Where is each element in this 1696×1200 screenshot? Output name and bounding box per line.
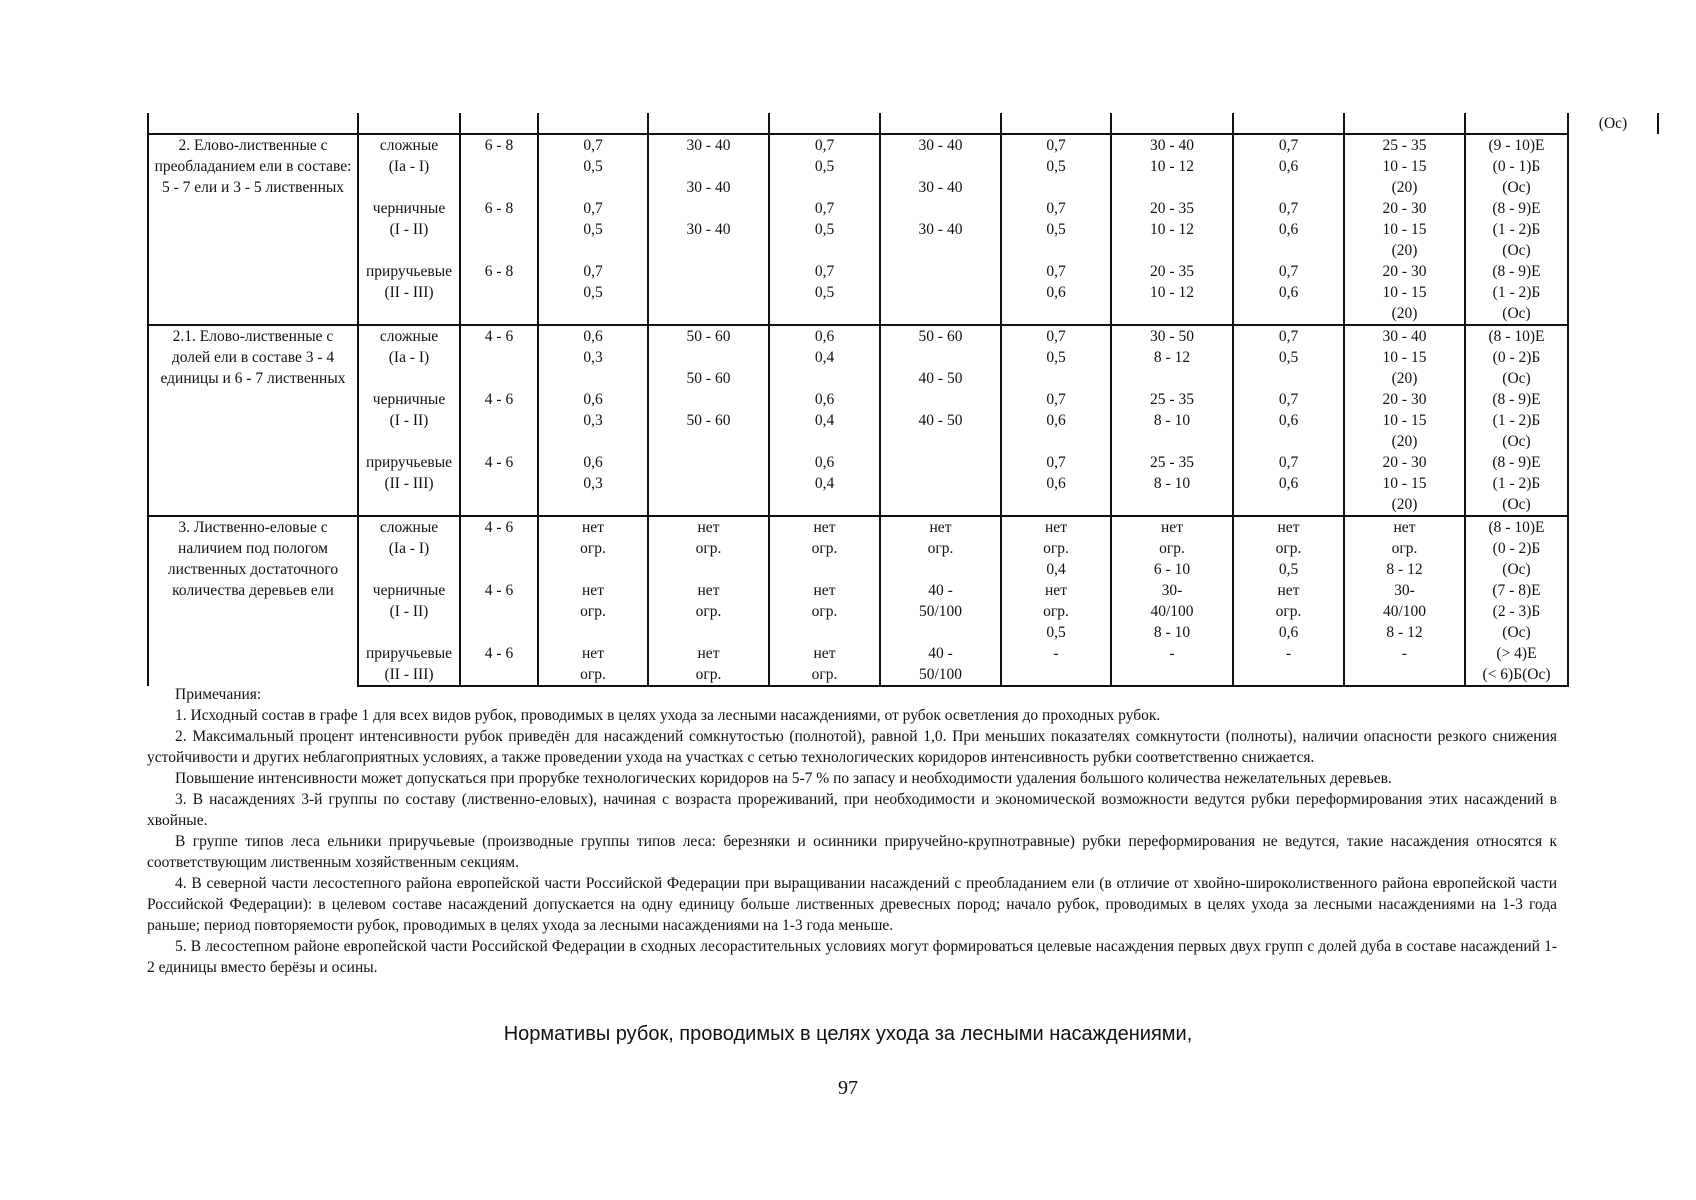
- cell-text: 6 - 8: [484, 200, 514, 217]
- table-row: [148, 643, 1658, 686]
- cell-text: -: [1169, 645, 1175, 662]
- table-row: [148, 389, 1658, 452]
- cell-text: 30- 40/100 8 - 10: [1150, 582, 1194, 641]
- table-cell: [769, 134, 880, 198]
- cell-text: нет огр. 0,4: [1043, 519, 1069, 578]
- table-cell: [358, 113, 460, 134]
- cell-text: (> 4)Е (< 6)Б(Ос): [1482, 645, 1551, 683]
- table-cell: [1344, 325, 1465, 389]
- table-cell: [1111, 134, 1233, 198]
- table-cell: [358, 198, 460, 261]
- table-cell: [1233, 452, 1344, 516]
- table-cell: [148, 113, 358, 134]
- cell-text: 40 - 50/100: [918, 582, 963, 620]
- table-row: [148, 325, 1658, 389]
- cell-text: (8 - 9)Е (1 - 2)Б (Ос): [1492, 454, 1541, 513]
- table-cell: [880, 261, 1001, 325]
- note-item: 2. Максимальный процент интенсивности рубок приведён для насаждений сомкнутостью (полнотой), равной 1,0. При меньших показателях сомкнутости (полноты), наличии опасности резкого снижения устойчивости и других неблагоприятных условиях, а также проведении ухода на участках с сетью технологических коридоров интенсивность рубки соответственно снижается.: [147, 728, 1557, 766]
- table-row: [148, 198, 1658, 261]
- table-cell: [1465, 261, 1568, 325]
- cell-text: нет огр.: [811, 645, 838, 683]
- cell-text: 4 - 6: [484, 391, 514, 408]
- cell-text: 0,7 0,6: [1278, 137, 1299, 175]
- note-item: В группе типов леса ельники приручьевые (производные группы типов леса: березняки и осинники приручейно-крупнотравные) рубки переформирования не ведутся, такие насаждения относятся к соответствующим лиственным хозяйственным секциям.: [147, 833, 1557, 871]
- table-row: [148, 580, 1658, 643]
- cell-text: 0,7 0,5: [1046, 200, 1066, 238]
- cell-text: 25 - 35 8 - 10: [1150, 391, 1194, 429]
- table-cell: [460, 516, 538, 580]
- table-cell: [1111, 325, 1233, 389]
- table-cell: [1465, 134, 1568, 198]
- notes-title: Примечания:: [175, 686, 262, 703]
- cell-text: 0,7 0,5: [1278, 328, 1299, 366]
- cell-text: 0,7 0,6: [1046, 454, 1066, 492]
- table-cell: [1001, 452, 1111, 516]
- cell-text: 30 - 40 10 - 12: [1150, 137, 1194, 175]
- cell-text: (8 - 9)Е (1 - 2)Б (Ос): [1492, 263, 1541, 322]
- note-item: 4. В северной части лесостепного района европейской части Российской Федерации при выращивании насаждений с преобладанием ели (в отличие от хвойно-широколиственного района европейской части Российской Федерации): в целевом составе насаждений допускается на одну единицу больше лиственных древесных пород; начало рубок, проводимых в целях ухода за лесными насаждениями на 1-3 года раньше; период повторяемости рубок, проводимых в целях ухода за лесными насаждениями на 1-3 года меньше.: [147, 875, 1557, 934]
- cell-text: сложные (Ia - I): [379, 328, 439, 366]
- table-cell: [1465, 113, 1568, 134]
- table-body: [148, 113, 1658, 686]
- table-cell: [1344, 452, 1465, 516]
- note-item: 3. В насаждениях 3-й группы по составу (лиственно-еловых), начиная с возраста прореживаний, при необходимости и экономической возможности ведутся рубки переформирования этих насаждений в хвойные.: [147, 791, 1557, 829]
- table-cell: [880, 516, 1001, 580]
- table-cell: [1344, 580, 1465, 643]
- cell-text: сложные (Ia - I): [379, 137, 439, 175]
- table-cell: [1233, 389, 1344, 452]
- cell-text: нет огр.: [695, 645, 722, 683]
- table-cell: [538, 580, 648, 643]
- table-cell: [1111, 389, 1233, 452]
- cell-text: 2.1. Елово-лиственные с долей ели в составе 3 - 4 единицы и 6 - 7 лиственных: [160, 328, 346, 387]
- cell-text: 30 - 40 10 - 15 (20): [1382, 328, 1427, 387]
- cell-text: 0,6 0,4: [814, 454, 835, 492]
- table-cell: [1111, 516, 1233, 580]
- table-cell: [1001, 198, 1111, 261]
- table-cell: [769, 389, 880, 452]
- table-cell: [460, 325, 538, 389]
- cell-text: 40 - 50: [918, 412, 963, 429]
- cell-text: 4 - 6: [484, 328, 514, 345]
- cell-text: 0,6 0,3: [583, 391, 603, 429]
- table-cell: [1001, 325, 1111, 389]
- cell-text: нет огр.: [695, 519, 722, 557]
- table-cell: [1568, 113, 1658, 134]
- table-cell: [880, 580, 1001, 643]
- cell-text: нет огр. 0,5: [1043, 582, 1069, 641]
- cell-text: 20 - 30 10 - 15 (20): [1382, 200, 1427, 259]
- table-cell: [648, 452, 769, 516]
- cell-text: нет огр.: [580, 519, 606, 557]
- cell-text: 20 - 35 10 - 12: [1150, 200, 1194, 238]
- table-cell: [1465, 580, 1568, 643]
- note-item: 1. Исходный состав в графе 1 для всех видов рубок, проводимых в целях ухода за лесными насаждениями, от рубок осветления до проходных рубок.: [175, 707, 1161, 724]
- table-cell: [648, 198, 769, 261]
- table-cell: [648, 113, 769, 134]
- table-cell: [1233, 580, 1344, 643]
- table-row: [148, 516, 1658, 580]
- table-cell: [358, 389, 460, 452]
- cell-text: 0,6 0,4: [814, 328, 835, 366]
- table-cell: [358, 134, 460, 198]
- cell-text: 0,7 0,5: [583, 137, 603, 175]
- table-cell: [460, 113, 538, 134]
- cell-text: 0,7 0,5: [583, 263, 603, 301]
- cell-text: сложные (Ia - I): [379, 519, 439, 557]
- table-cell: [769, 325, 880, 389]
- table-cell: [1344, 643, 1465, 686]
- table-cell: [1344, 516, 1465, 580]
- table-cell: [358, 325, 460, 389]
- table-cell: [648, 261, 769, 325]
- cell-text: 4 - 6: [484, 645, 514, 662]
- table-cell: [1233, 325, 1344, 389]
- cell-text: нет огр.: [580, 645, 606, 683]
- table-cell: [538, 134, 648, 198]
- table-cell: [648, 134, 769, 198]
- cell-text: (8 - 10)Е (0 - 2)Б (Ос): [1488, 328, 1545, 387]
- table-cell: [1001, 643, 1111, 686]
- table-cell: [1111, 198, 1233, 261]
- cell-text: 0,7 0,6: [1278, 391, 1299, 429]
- cell-text: приручьевые (II - III): [366, 645, 452, 683]
- table-cell: [1111, 452, 1233, 516]
- table-cell: [1111, 113, 1233, 134]
- table-cell: [769, 261, 880, 325]
- table-row: [148, 134, 1658, 198]
- cell-text: (8 - 9)Е (1 - 2)Б (Ос): [1492, 200, 1541, 259]
- cell-text: 0,7 0,5: [583, 200, 603, 238]
- table-cell: [1001, 516, 1111, 580]
- table-cell: [460, 198, 538, 261]
- cell-text: 40 - 50/100: [918, 645, 963, 683]
- cell-text: 30 - 40: [686, 221, 731, 238]
- table-cell: [538, 198, 648, 261]
- table-cell: [358, 643, 460, 686]
- table-cell: [358, 261, 460, 325]
- cell-text: 3. Лиственно-еловые с наличием под пологом лиственных достаточного количества деревьев ели: [167, 519, 339, 599]
- table-cell: [1233, 198, 1344, 261]
- table-cell: [460, 134, 538, 198]
- group-name-cell: [148, 134, 358, 325]
- table-cell: [1001, 389, 1111, 452]
- table-cell: [538, 113, 648, 134]
- cell-text: нет огр. 6 - 10: [1153, 519, 1191, 578]
- table-cell: [538, 389, 648, 452]
- cell-text: 50 - 60 50 - 60: [686, 328, 731, 387]
- cell-text: 25 - 35 10 - 15 (20): [1382, 137, 1427, 196]
- table-cell: [880, 643, 1001, 686]
- cell-text: 0,7 0,5: [814, 137, 835, 175]
- notes-section: [147, 684, 1557, 978]
- cell-text: 0,7 0,5: [814, 200, 835, 238]
- cell-text: 6 - 8: [484, 137, 514, 154]
- cell-text: 0,7 0,6: [1046, 263, 1066, 301]
- cell-text: 6 - 8: [484, 263, 514, 280]
- cell-text: -: [1401, 645, 1408, 662]
- table-cell: [538, 516, 648, 580]
- table-cell: [1233, 134, 1344, 198]
- cell-text: приручьевые (II - III): [366, 263, 452, 301]
- cell-text: 0,6 0,4: [814, 391, 835, 429]
- table-cell: [648, 580, 769, 643]
- table-cell: [1465, 452, 1568, 516]
- table-cell: [1344, 261, 1465, 325]
- cell-text: 0,7 0,5: [1046, 328, 1066, 366]
- cell-text: 2. Елово-лиственные с преобладанием ели в составе: 5 - 7 ели и 3 - 5 лиственных: [154, 137, 352, 196]
- page-number: 97: [838, 1077, 858, 1099]
- group-name-cell: [148, 516, 358, 686]
- table-cell: [1111, 261, 1233, 325]
- table-row: [148, 261, 1658, 325]
- cell-text: 0,7 0,6: [1278, 263, 1299, 301]
- table-cell: [1001, 134, 1111, 198]
- table-cell: [880, 113, 1001, 134]
- cell-text: -: [1053, 645, 1059, 662]
- cell-text: 0,6 0,3: [583, 328, 603, 366]
- cell-text: 25 - 35 8 - 10: [1150, 454, 1194, 492]
- cell-text: 0,7 0,5: [1046, 137, 1066, 175]
- table-cell: [1233, 516, 1344, 580]
- cell-text: 30 - 40: [918, 221, 963, 238]
- cell-text: нет огр. 0,6: [1275, 582, 1302, 641]
- table-cell: [1465, 643, 1568, 686]
- table-cell: [538, 452, 648, 516]
- table-cell: [769, 452, 880, 516]
- table-cell: [769, 643, 880, 686]
- cell-text: нет огр.: [927, 519, 954, 557]
- cell-text: 20 - 35 10 - 12: [1150, 263, 1194, 301]
- table-cell: [1344, 113, 1465, 134]
- cell-text: черничные (I - II): [372, 200, 446, 238]
- table-cell: [358, 452, 460, 516]
- table-cell: [460, 643, 538, 686]
- table-cell: [648, 389, 769, 452]
- cell-text: 50 - 60: [686, 412, 731, 429]
- table-cell: [1344, 198, 1465, 261]
- cell-text: 30- 40/100 8 - 12: [1382, 582, 1427, 641]
- cell-text: -: [1285, 645, 1292, 662]
- table-cell: [1465, 325, 1568, 389]
- table-cell: [880, 389, 1001, 452]
- table-row: [148, 113, 1658, 134]
- table-cell: [1465, 389, 1568, 452]
- table-cell: [1001, 261, 1111, 325]
- cell-text: нет огр.: [695, 582, 722, 620]
- group-name-cell: [148, 325, 358, 516]
- table-cell: [769, 113, 880, 134]
- cell-text: 30 - 50 8 - 12: [1150, 328, 1194, 366]
- cell-text: нет огр.: [811, 582, 838, 620]
- table-cell: [460, 452, 538, 516]
- table-cell: [769, 516, 880, 580]
- cell-text: 50 - 60 40 - 50: [918, 328, 963, 387]
- cell-text: 0,7 0,6: [1046, 391, 1066, 429]
- cell-text: 0,7 0,6: [1278, 200, 1299, 238]
- note-item: Повышение интенсивности может допускаться при прорубке технологических коридоров на 5-7 % по запасу и необходимости удаления большого количества нежелательных деревьев.: [175, 770, 1392, 787]
- cell-text: нет огр. 0,5: [1275, 519, 1302, 578]
- table-cell: [1233, 113, 1344, 134]
- cell-text: нет огр. 8 - 12: [1386, 519, 1423, 578]
- cell-text: (8 - 9)Е (1 - 2)Б (Ос): [1492, 391, 1541, 450]
- table-cell: [460, 580, 538, 643]
- table-cell: [769, 580, 880, 643]
- cell-text: нет огр.: [811, 519, 838, 557]
- table-cell: [769, 198, 880, 261]
- table-cell: [460, 261, 538, 325]
- table-cell: [1344, 134, 1465, 198]
- table-cell: [648, 643, 769, 686]
- table-cell: [1233, 643, 1344, 686]
- cell-text: 0,7 0,6: [1278, 454, 1299, 492]
- table-cell: [358, 516, 460, 580]
- cell-text: (9 - 10)Е (0 - 1)Б (Ос): [1488, 137, 1545, 196]
- table-cell: [460, 389, 538, 452]
- table-cell: [358, 580, 460, 643]
- cell-text: 30 - 40 30 - 40: [918, 137, 963, 196]
- table-cell: [1111, 643, 1233, 686]
- table-cell: [1111, 580, 1233, 643]
- table-cell: [1344, 389, 1465, 452]
- note-item: 5. В лесостепном районе европейской части Российской Федерации в сходных лесорастительных условиях могут формироваться целевые насаждения первых двух групп с долей дуба в составе насаждений 1-2 единицы вместо берёзы и осины.: [147, 938, 1557, 976]
- standards-table: [147, 113, 1659, 687]
- table-cell: [880, 134, 1001, 198]
- cell-text: 4 - 6: [484, 582, 514, 599]
- cell-text: (8 - 10)Е (0 - 2)Б (Ос): [1488, 519, 1545, 578]
- table-cell: [648, 325, 769, 389]
- table-row: [148, 452, 1658, 516]
- cell-text: черничные (I - II): [372, 391, 446, 429]
- cell-text: 20 - 30 10 - 15 (20): [1382, 263, 1427, 322]
- cell-text: 0,7 0,5: [814, 263, 835, 301]
- table-cell: [1233, 261, 1344, 325]
- table-cell: [1001, 113, 1111, 134]
- cell-text: нет огр.: [580, 582, 606, 620]
- cell-text: (7 - 8)Е (2 - 3)Б (Ос): [1492, 582, 1541, 641]
- table-cell: [538, 261, 648, 325]
- table-cell: [538, 325, 648, 389]
- table-cell: [880, 325, 1001, 389]
- table-cell: [880, 452, 1001, 516]
- cell-text: 4 - 6: [484, 519, 514, 536]
- table-cell: [880, 198, 1001, 261]
- cell-text: приручьевые (II - III): [366, 454, 452, 492]
- table-cell: [648, 516, 769, 580]
- table-cell: [1001, 580, 1111, 643]
- cell-text: 4 - 6: [484, 454, 514, 471]
- cell-text: (Ос): [1598, 115, 1628, 132]
- cell-text: 0,6 0,3: [583, 454, 603, 492]
- cell-text: 20 - 30 10 - 15 (20): [1382, 391, 1427, 450]
- cell-text: черничные (I - II): [372, 582, 446, 620]
- table-cell: [538, 643, 648, 686]
- section-heading: Нормативы рубок, проводимых в целях ухода за лесными насаждениями,: [503, 1023, 1193, 1045]
- standards-table-container: [147, 113, 1628, 687]
- cell-text: 30 - 40 30 - 40: [686, 137, 731, 196]
- cell-text: 20 - 30 10 - 15 (20): [1382, 454, 1427, 513]
- table-cell: [1465, 516, 1568, 580]
- table-cell: [1465, 198, 1568, 261]
